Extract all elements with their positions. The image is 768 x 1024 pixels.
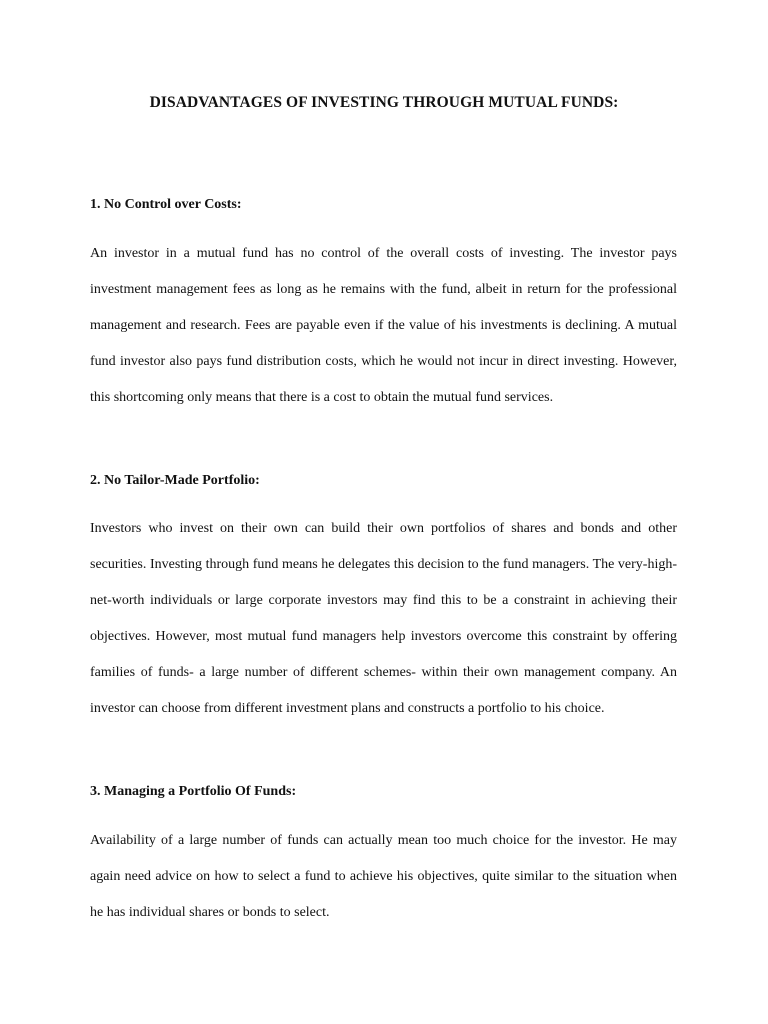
section-heading-no-tailor-made-portfolio: 2. No Tailor-Made Portfolio: [90,473,260,488]
section-body-no-tailor-made-portfolio: Investors who invest on their own can build their own portfolios of shares and bonds and other securities. Investing through fund means he delegates this decision to the fund managers. The very-high-net-worth individuals or large corporate investors may find this to be a constraint in achieving their objectives. However, most mutual fund managers help investors overcome this constraint by offering families of funds- a large number of different schemes- within their own management company. An investor can choose from different investment plans and constructs a portfolio to his choice. [90,521,677,716]
section-body-no-control-over-costs: An investor in a mutual fund has no control of the overall costs of investing. The investor pays investment management fees as long as he remains with the fund, albeit in return for the professional management and research. Fees are payable even if the value of his investments is declining. A mutual fund investor also pays fund distribution costs, which he would not incur in direct investing. However, this shortcoming only means that there is a cost to obtain the mutual fund services. [90,246,677,405]
section-heading-no-control-over-costs: 1. No Control over Costs: [90,197,242,212]
section-heading-managing-portfolio-of-funds: 3. Managing a Portfolio Of Funds: [90,784,297,799]
document-title: DISADVANTAGES OF INVESTING THROUGH MUTUAL FUNDS: [149,94,619,111]
section-body-managing-portfolio-of-funds: Availability of a large number of funds can actually mean too much choice for the investor. He may again need advice on how to select a fund to achieve his objectives, quite similar to the situation when he has individual shares or bonds to select. [90,833,677,920]
